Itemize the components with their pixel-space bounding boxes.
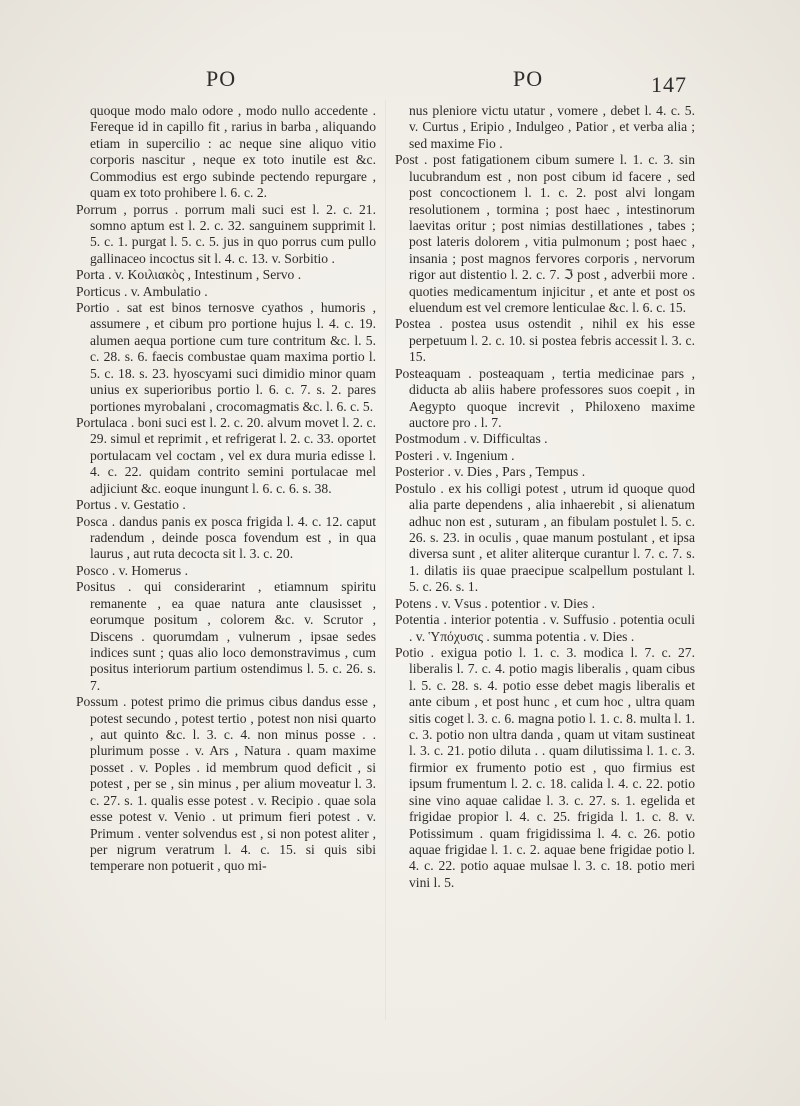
running-head-right: PO [513,66,544,91]
index-entry: Porrum , porrus . porrum mali suci est l. 2. c. 21. somno aptum est l. 2. c. 32. sanguinem supprimit l. 5. c. 1. purgat l. 5. c. 5. jus in quo porrus cum pullo gallinaceo incoctus sit l. 4. c. 13. v. Sorbitio . [76,201,376,266]
index-entry: Postmodum . v. Difficultas . [395,431,548,447]
page-number: 147 [651,72,687,97]
index-entry: Possum . potest primo die primus cibus dandus esse , potest secundo , potest tertio , potest non nisi quarto , aut quinto &c. l. 3. c. 4. non minus posse . . plurimum posse . v. Ars , Natura . quam maxime posset . v. Poples . id membrum quod deficit , si potest , per se , sin minus , per alium moveatur l. 3. c. 27. s. 1. qualis esse potest . v. Recipio . quae sola esse potest v. Venio . ut primum fieri potest . v. Primum . venter solvendus est , si non potest aliter , per nigrum veratrum l. 4. c. 15. si quis sibi temperare non potuerit , quo mi- [76,694,376,874]
index-entry: Posco . v. Homerus . [76,562,189,578]
right-column [395,103,695,891]
index-entry: Posteri . v. Ingenium . [395,447,515,463]
index-entry: Post . post fatigationem cibum sumere l. 1. c. 3. sin lucubrandum est , non post cibum id facere , sed post concoctionem l. 1. c. 2. post alvi longam resolutionem , tormina ; post haec , intestinorum laevitas oritur ; post nimias destillationes , tabes ; post lateris dolorem , vitia pulmonum ; post haec , insania ; post magnos fervores corporis , nervorum rigor aut distentio l. 2. c. 7. ℑ post , adverbii more . quoties medicamentum injicitur , et ante et post os eluendum est vel cremore lenticulae &c. l. 6. c. 15. [395,152,695,316]
index-entry: nus pleniore victu utatur , vomere , debet l. 4. c. 5. v. Curtus , Eripio , Indulgeo , Patior , et verba alia ; sed maxime Fio . [409,103,695,151]
index-entry: Porticus . v. Ambulatio . [76,283,208,299]
index-entry: Postulo . ex his colligi potest , utrum id quoque quod alia parte dependens , alia inhaerebit , si alienatum adhuc non est , suturam , an fibulam postulet l. 5. c. 26. s. 23. in oculis , quae manum postulant , et ipsa diversa sunt , et aliter aliterque curantur l. 7. c. 7. s. 1. dilatis iis quae praecipue scalpellum postulant l. 5. c. 26. s. 1. [395,480,695,595]
left-column [76,103,376,875]
index-entry: Potens . v. Vsus . potentior . v. Dies . [395,595,596,611]
index-entry: Portio . sat est binos ternosve cyathos , humoris , assumere , et cibum pro portione hujus l. 4. c. 19. alumen aequa portione cum ture contritum &c. l. 5. c. 28. s. 6. faecis combustae quam maxima portio l. 5. c. 18. s. 23. hyoscyami suci dimidio minor quam unius ex superioribus portio l. 6. c. 7. s. 2. pares portiones myrobalani , crocomagmatis &c. l. 6. c. 5. [76,300,376,414]
index-entry: Potentia . interior potentia . v. Suffusio . potentia oculi . v. Ὑπόχυσις . summa potentia . v. Dies . [395,612,695,644]
index-entry: Postea . postea usus ostendit , nihil ex his esse perpetuum l. 2. c. 10. si postea febris accessit l. 3. c. 15. [395,316,695,365]
index-entry: Posterior . v. Dies , Pars , Tempus . [395,464,586,480]
index-entry: Posteaquam . posteaquam , tertia medicinae pars , diducta ab aliis habere professores suos coepit , in Aegypto quoque increvit , Philoxeno maxime auctore pro . l. 7. [395,365,695,431]
index-entry: Porta . v. Κοιλιακὸς , Intestinum , Servo . [76,267,302,283]
index-entry: Positus . qui considerarint , etiamnum spiritu remanente , ea quae natura ante clausisset , eorumque positum , colorem &c. v. Scrutor , Discens . quorumdam , vulnerum , ipsae sedes indices sunt ; quas alio loco demonstravimus , cum positus interiorum partium ostendimus l. 5. c. 26. s. 7. [76,579,376,693]
column-gutter [385,100,386,1020]
index-entry: Portus . v. Gestatio . [76,497,186,513]
index-entry: Portulaca . boni suci est l. 2. c. 20. alvum movet l. 2. c. 29. simul et reprimit , et refrigerat l. 2. c. 33. oportet portulacam vel coctam , vel ex dura muria edisse l. 4. c. 22. quidam contrito semini portulacae mel adjiciunt &c. eoque inungunt l. 6. c. 6. s. 38. [76,415,376,496]
running-head-left: PO [206,66,237,91]
index-entry: Posca . dandus panis ex posca frigida l. 4. c. 12. caput radendum , deinde posca fovendum est , in qua laurus , aut ruta decocta sit l. 3. c. 20. [76,513,376,562]
index-entry: Potio . exigua potio l. 1. c. 3. modica l. 7. c. 27. liberalis l. 7. c. 4. potio magis liberalis , quam cibus l. 5. c. 28. s. 4. potio esse debet magis liberalis et ante cibum , et post hunc , et cum hoc , ultra quam sitis coget l. 3. c. 6. magna potio l. 1. c. 8. multa l. 1. c. 3. potio non ultra danda , quam ut vitam sustineat l. 3. c. 21. potio diluta . . quam dilutissima l. 1. c. 3. firmior ex frumento potio est , quo firmius est ipsum frumentum l. 2. c. 18. calida l. 4. c. 22. potio sine vino aquae calidae l. 3. c. 27. s. 1. egelida et frigidae propior l. 4. c. 25. frigida l. 1. c. 8. v. Potissimum . quam frigidissima l. 4. c. 26. potio aquae frigidae l. 1. c. 2. aquae bene frigidae potio l. 4. c. 22. potio aquae mulsae l. 3. c. 18. potio meri vini l. 5. [395,644,695,890]
index-entry: quoque modo malo odore , modo nullo accedente . Fereque id in capillo fit , rarius in barba , aliquando etiam in supercilio : ac neque sine aliquo vitio corporis nascitur , neque ex toto inutile est &c. Commodius est ergo subinde pectendo repurgare , quam ex toto prohibere l. 6. c. 2. [90,103,376,201]
